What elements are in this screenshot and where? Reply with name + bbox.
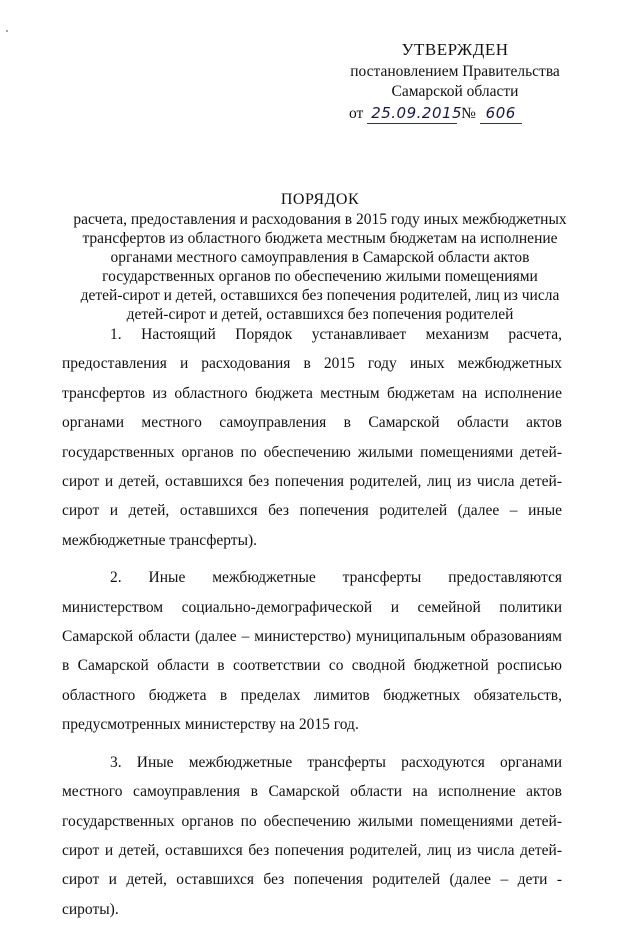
number-prefix: № [461,105,476,122]
scan-mark [6,30,8,32]
title-line-3: органами местного самоуправления в Самарской области актов [110,249,530,266]
paragraph-3: 3. Иные межбюджетные трансферты расходуются органами местного самоуправления в Самарской области на исполнение актов государственных органов по обеспечению жилыми помещениями детей-сирот и детей, оставшихся без попечения родителей, лиц из числа детей-сирот и детей, оставшихся без попечения родителей (далее – дети - сироты). [62,753,562,918]
paragraph-2: 2. Иные межбюджетные трансферты предоставляются министерством социально-демографической и семейной политики Самарской области (далее – министерство) муниципальным образованиям в Самарской области в соответствии со сводной бюджетной росписью областного бюджета в пределах лимитов бюджетных обязательств, предусмотренных министерству на 2015 год. [62,569,562,734]
approval-line-1: постановлением Правительства [350,63,560,80]
paragraph-1: 1. Настоящий Порядок устанавливает механизм расчета, предоставления и расходования в 2015 году иных межбюджетных трансфертов из областного бюджета местным бюджетам на исполнение органами местного самоуправления в Самарской области актов государственных органов по обеспечению жилыми помещениями детей-сирот и детей, оставшихся без попечения родителей, лиц из числа детей-сирот и детей, оставшихся без попечения родителей (далее – иные межбюджетные трансферты). [62,326,562,549]
approval-line-2: Самарской области [391,83,519,100]
handwritten-number: 606 [480,103,522,124]
title-line-5: детей-сирот и детей, оставшихся без попечения родителей, лиц из числа [80,287,560,304]
approval-block [335,40,575,124]
handwritten-date: 25.09.2015 [367,103,457,124]
date-prefix: от [349,105,364,122]
title-heading: ПОРЯДОК [280,191,360,208]
document-body [62,320,562,932]
approval-date-line [335,103,575,124]
title-line-2: трансфертов из областного бюджета местным бюджетам на исполнение [82,230,558,247]
document-title [50,190,590,324]
title-line-1: расчета, предоставления и расходования в 2015 году иных межбюджетных [73,211,567,228]
title-line-6: детей-сирот и детей, оставшихся без попечения родителей [126,306,514,323]
approval-stamp: УТВЕРЖДЕН [401,40,509,59]
title-line-4: государственных органов по обеспечению жилыми помещениями [102,268,538,285]
